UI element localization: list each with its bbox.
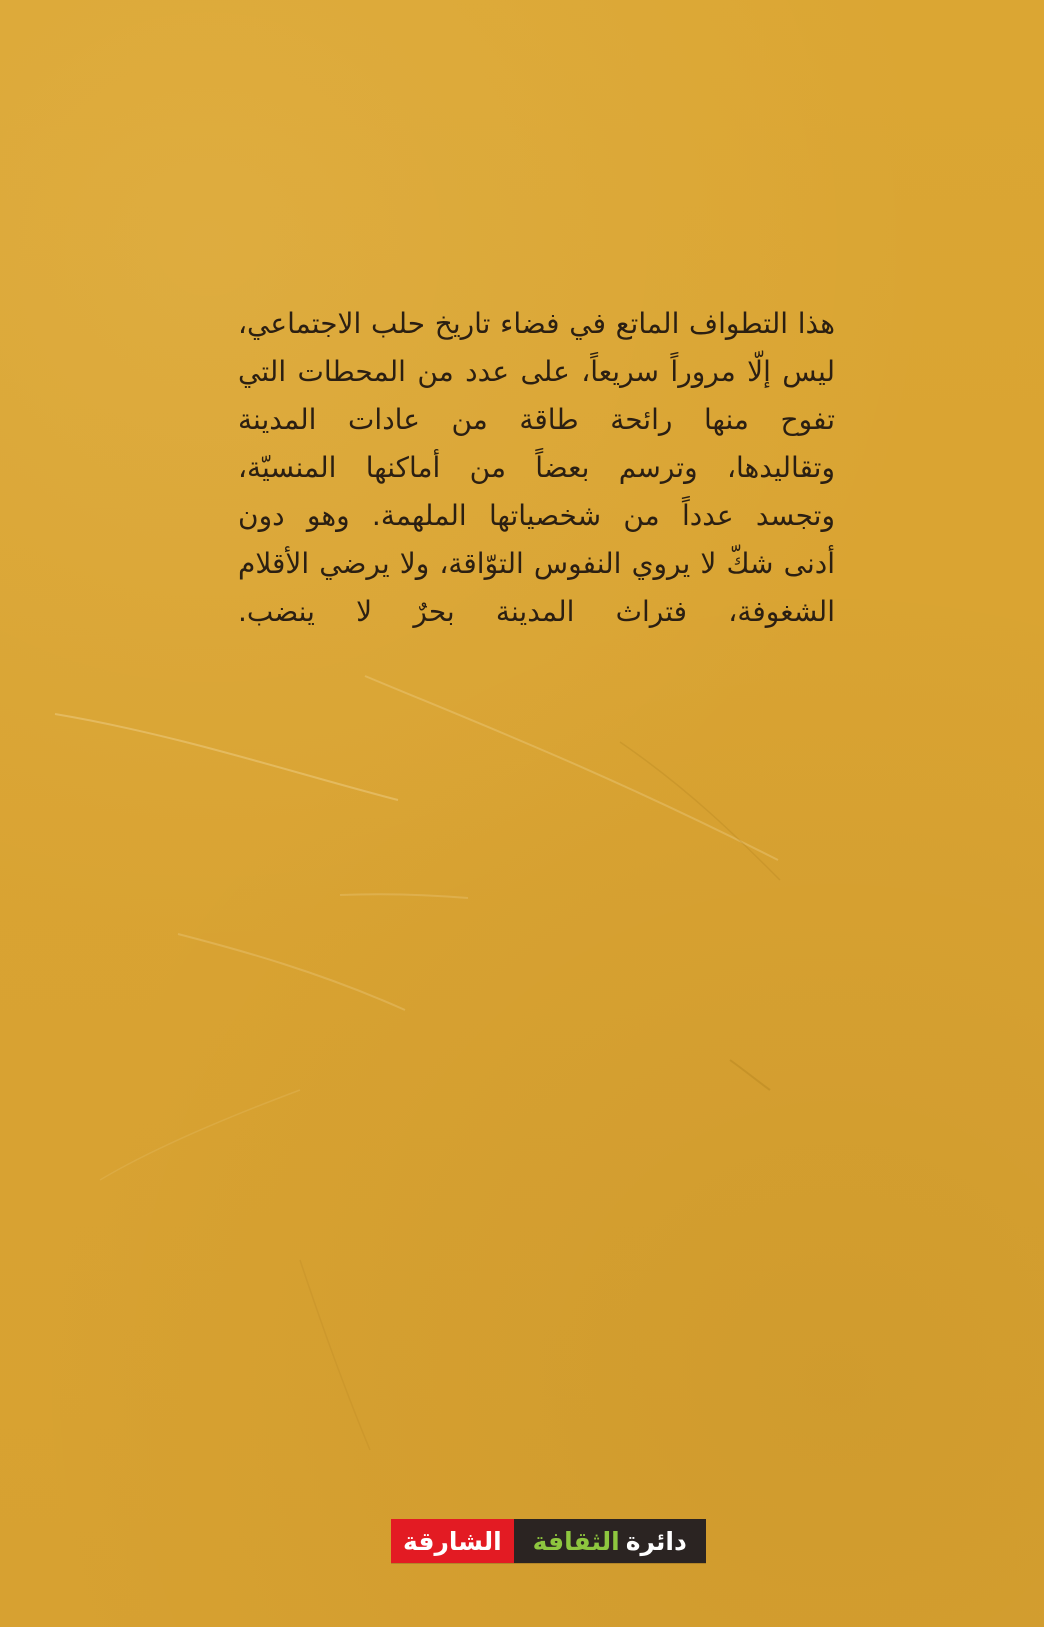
blurb-line: وتجسد عدداً من شخصياتها الملهمة. وهو دون [238,499,835,532]
scuff-mark [340,894,468,898]
publisher-logo [391,1519,706,1563]
blurb-line: وتقاليدها، وترسم بعضاً من أماكنها المنسيّة، [238,451,835,484]
scuff-mark [55,714,398,800]
scuff-mark [100,1090,300,1180]
publisher-logo-accent-word: الثقافة [532,1526,620,1556]
scuff-mark [365,676,778,860]
publisher-logo-dark-part [514,1519,706,1563]
blurb-line: تفوح منها رائحة طاقة من عادات المدينة [238,403,835,436]
publisher-logo-word: دائرة [625,1526,687,1556]
publisher-logo-red-part: الشارقة [391,1519,514,1563]
scuff-mark [178,934,405,1010]
blurb-line: هذا التطواف الماتع في فضاء تاريخ حلب الاجتماعي، [238,307,835,340]
blurb-line: أدنى شكّ لا يروي النفوس التوّاقة، ولا يرضي الأقلام [238,547,835,580]
scuff-mark [620,742,780,880]
scuff-mark [300,1260,370,1450]
back-cover-blurb [238,300,835,636]
blurb-line: ليس إلّا مروراً سريعاً، على عدد من المحطات التي [238,355,835,388]
blurb-line: الشغوفة، فتراث المدينة بحرٌ لا ينضب. [238,595,835,628]
scuff-mark [730,1060,770,1090]
